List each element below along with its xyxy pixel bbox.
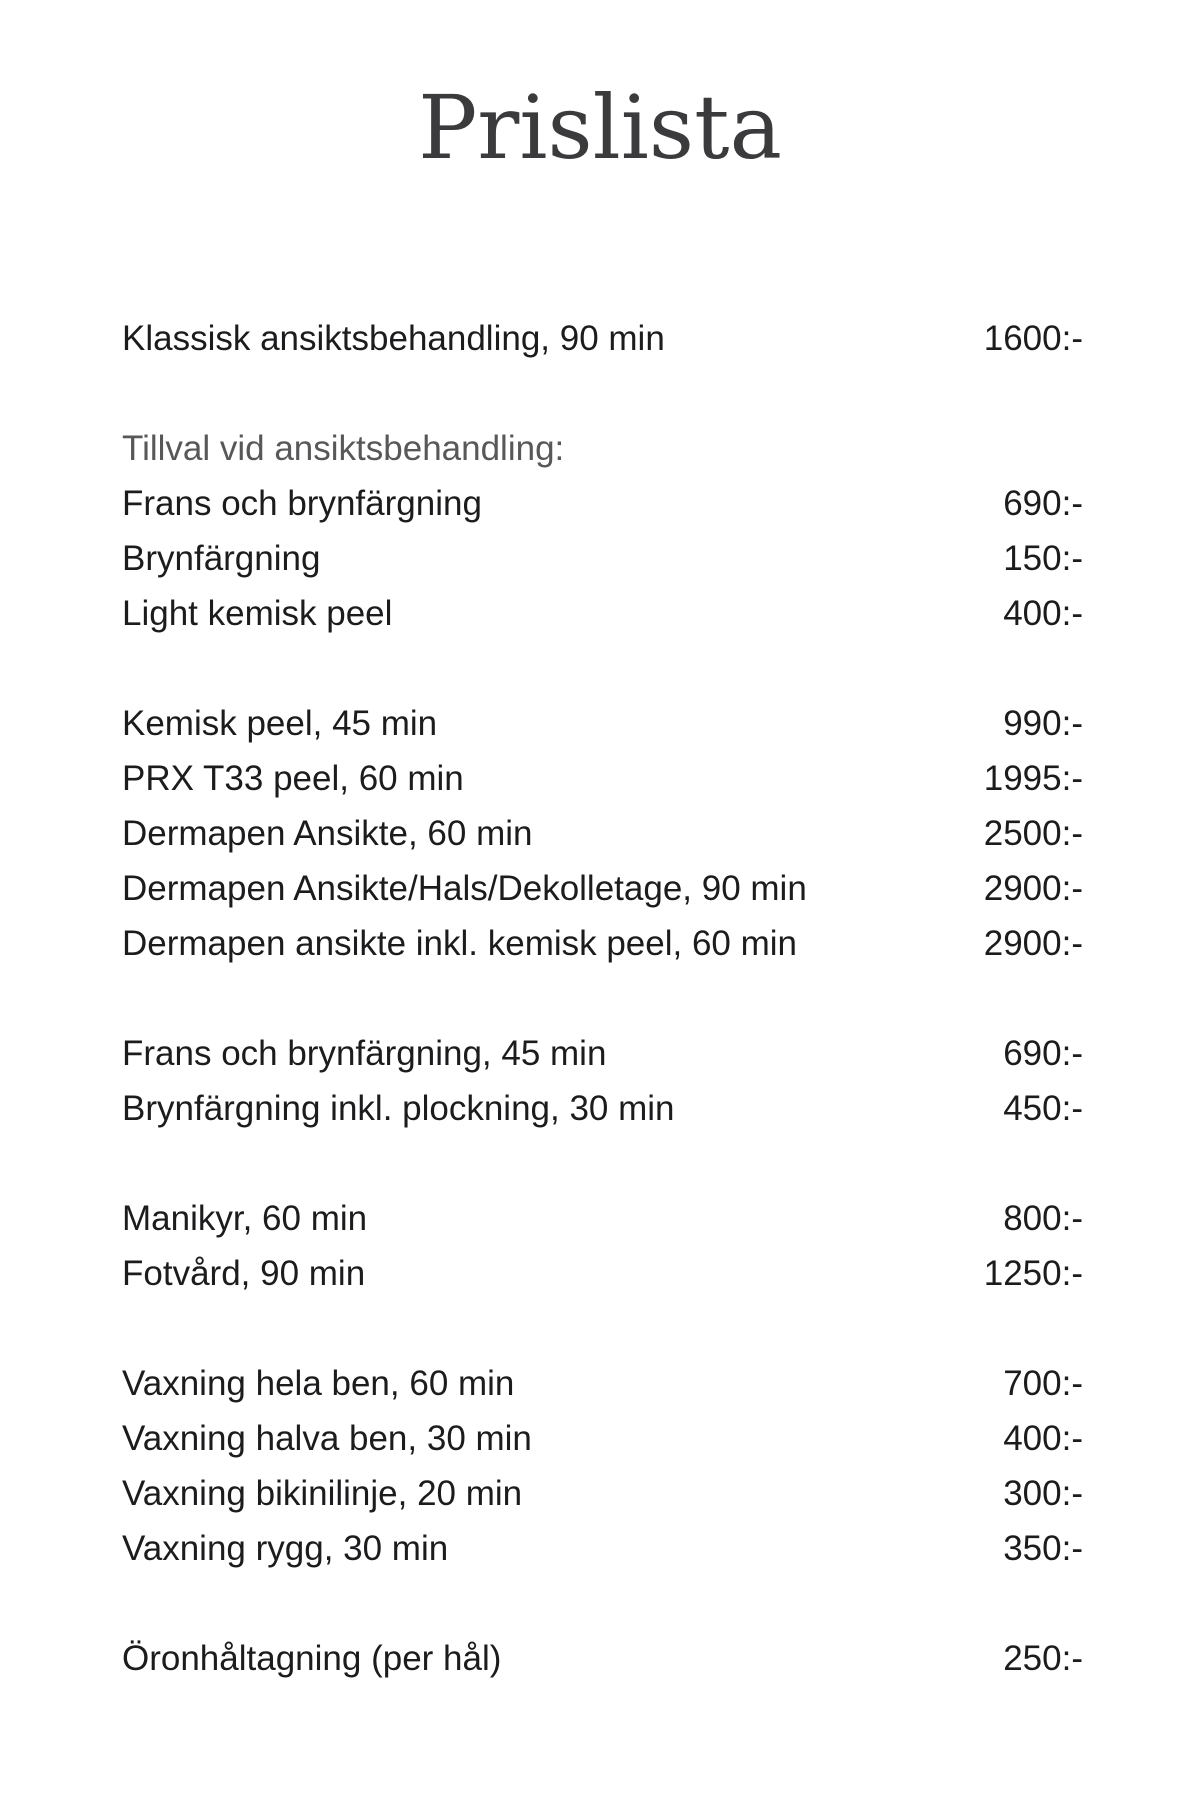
price-group <box>122 1631 1083 1686</box>
price-row <box>122 751 1083 806</box>
price-group <box>122 311 1083 366</box>
service-label: Kemisk peel, 45 min <box>122 703 438 743</box>
service-price: 690:- <box>1003 1033 1083 1073</box>
service-label: Öronhåltagning (per hål) <box>122 1638 502 1678</box>
service-price: 690:- <box>1003 483 1083 523</box>
price-row <box>122 586 1083 641</box>
service-label: Frans och brynfärgning <box>122 483 482 523</box>
price-row <box>122 1411 1083 1466</box>
price-row <box>122 1521 1083 1576</box>
price-row <box>122 311 1083 366</box>
price-group <box>122 421 1083 641</box>
section-heading-row <box>122 421 1083 476</box>
service-price: 400:- <box>1003 1418 1083 1458</box>
price-group <box>122 1026 1083 1136</box>
service-price: 1600:- <box>983 318 1083 358</box>
service-label: Dermapen Ansikte/Hals/Dekolletage, 90 min <box>122 868 807 908</box>
service-label: Brynfärgning <box>122 538 321 578</box>
service-label: Vaxning bikinilinje, 20 min <box>122 1473 523 1513</box>
service-price: 150:- <box>1003 538 1083 578</box>
service-label: PRX T33 peel, 60 min <box>122 758 464 798</box>
service-price: 2900:- <box>983 868 1083 908</box>
service-price: 800:- <box>1003 1198 1083 1238</box>
section-heading: Tillval vid ansiktsbehandling: <box>122 428 565 468</box>
service-price: 2900:- <box>983 923 1083 963</box>
price-row <box>122 1026 1083 1081</box>
service-price: 1250:- <box>983 1253 1083 1293</box>
price-row <box>122 1466 1083 1521</box>
price-list <box>0 311 1200 1686</box>
service-label: Vaxning rygg, 30 min <box>122 1528 449 1568</box>
service-label: Frans och brynfärgning, 45 min <box>122 1033 607 1073</box>
service-price: 400:- <box>1003 593 1083 633</box>
service-price: 300:- <box>1003 1473 1083 1513</box>
price-group <box>122 696 1083 971</box>
service-price: 2500:- <box>983 813 1083 853</box>
price-group <box>122 1356 1083 1576</box>
service-label: Vaxning hela ben, 60 min <box>122 1363 515 1403</box>
service-label: Klassisk ansiktsbehandling, 90 min <box>122 318 665 358</box>
service-price: 1995:- <box>983 758 1083 798</box>
price-row <box>122 696 1083 751</box>
price-row <box>122 1631 1083 1686</box>
price-row <box>122 1356 1083 1411</box>
page-title: Prislista <box>418 76 782 179</box>
service-price: 700:- <box>1003 1363 1083 1403</box>
price-row <box>122 806 1083 861</box>
service-label: Brynfärgning inkl. plockning, 30 min <box>122 1088 675 1128</box>
service-label: Vaxning halva ben, 30 min <box>122 1418 532 1458</box>
price-row <box>122 861 1083 916</box>
service-label: Fotvård, 90 min <box>122 1253 366 1293</box>
service-label: Manikyr, 60 min <box>122 1198 368 1238</box>
price-row <box>122 916 1083 971</box>
service-price: 350:- <box>1003 1528 1083 1568</box>
price-group <box>122 1191 1083 1301</box>
service-label: Dermapen ansikte inkl. kemisk peel, 60 min <box>122 923 798 963</box>
price-row <box>122 476 1083 531</box>
service-label: Dermapen Ansikte, 60 min <box>122 813 533 853</box>
price-row <box>122 1246 1083 1301</box>
price-row <box>122 531 1083 586</box>
service-price: 450:- <box>1003 1088 1083 1128</box>
service-price: 250:- <box>1003 1638 1083 1678</box>
service-price: 990:- <box>1003 703 1083 743</box>
price-row <box>122 1191 1083 1246</box>
service-label: Light kemisk peel <box>122 593 393 633</box>
price-row <box>122 1081 1083 1136</box>
